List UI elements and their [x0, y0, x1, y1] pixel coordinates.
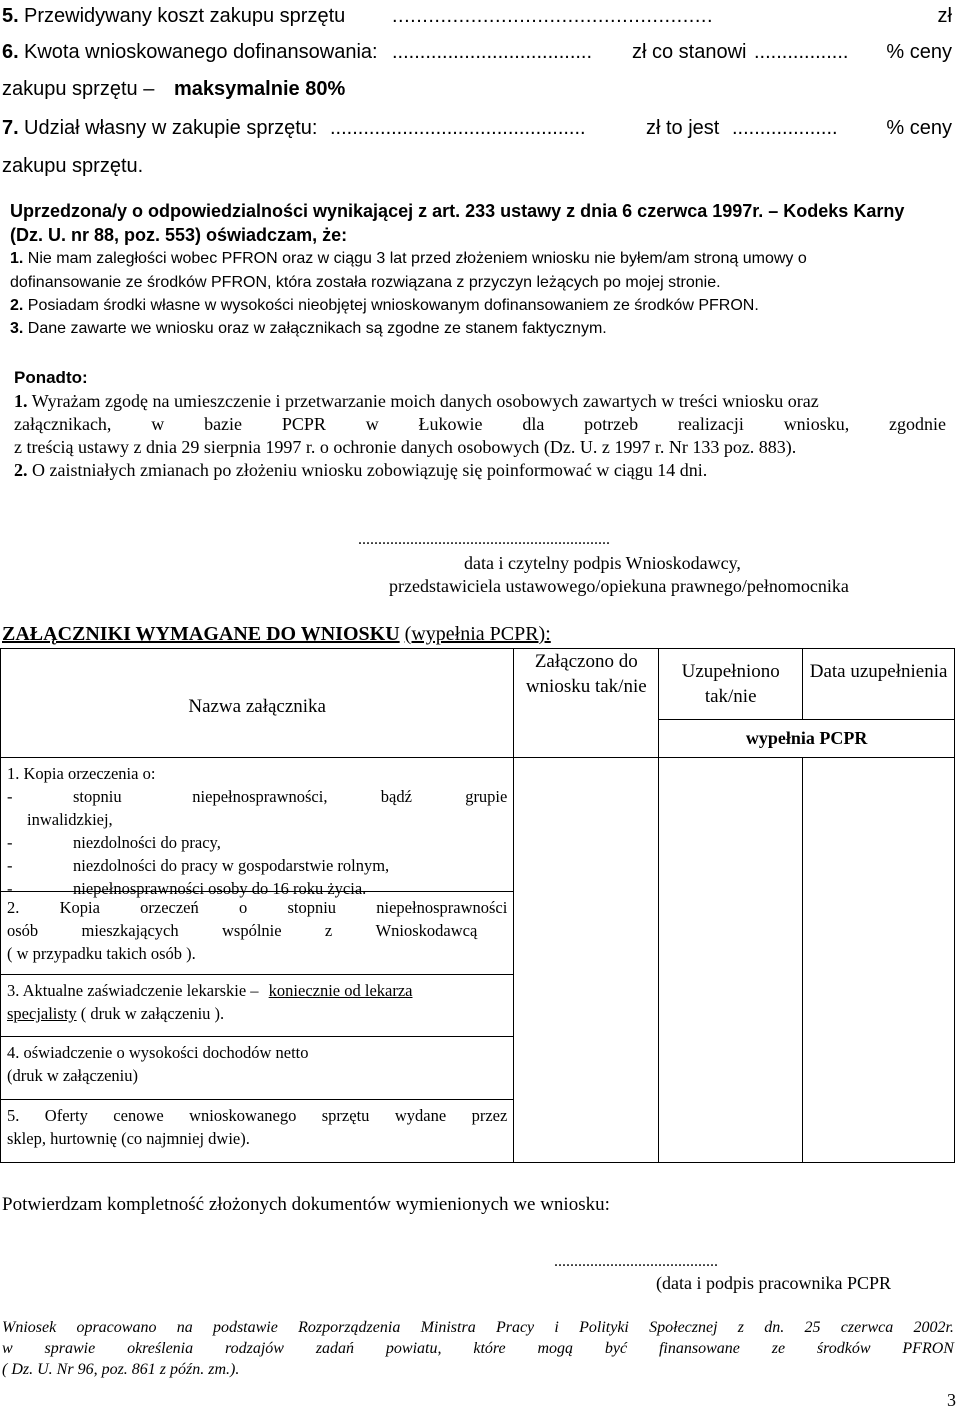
item-7-dots: ..............................................	[330, 117, 586, 139]
footer-word: PFRON	[902, 1340, 954, 1357]
col-name: Nazwa załącznika	[188, 695, 326, 717]
col-date: Data uzupełnienia	[809, 661, 948, 682]
attachment-5	[1, 1100, 513, 1162]
attachment-2-line-2	[7, 919, 507, 942]
header-pcpr-cell	[659, 649, 955, 758]
footer-word: 25	[804, 1319, 821, 1336]
signature-1-dots: ...............................................................	[358, 531, 610, 548]
item-7-mid: zł to jest	[646, 117, 720, 139]
col-attached: Załączono do wniosku tak/nie	[525, 651, 647, 697]
item-6-label: Kwota wnioskowanego dofinansowania:	[24, 41, 378, 63]
footer-word: opracowano	[76, 1319, 157, 1336]
attachment-2-word: stopniu	[287, 898, 337, 917]
attachments-list-cell	[1, 758, 514, 1163]
attachment-1-option-4: niepełnosprawności osoby do 16 roku życia.	[73, 879, 367, 898]
item-6-line2a: zakupu sprzętu –	[2, 78, 155, 100]
attachments-title-note: (wypełnia PCPR):	[404, 623, 551, 645]
attachment-3-text: 3. Aktualne zaświadczenie lekarskie –	[7, 981, 259, 1000]
attachments-header-row	[1, 649, 955, 758]
attachment-3-line-1	[7, 979, 507, 1002]
ponadto-p1-word: PCPR	[281, 414, 326, 434]
signature-2-dots: .........................................	[554, 1253, 718, 1270]
ponadto-p1-number: 1.	[14, 391, 28, 411]
declaration-p3-text: Dane zawarte we wniosku oraz w załącznikach są zgodne ze stanem faktycznym.	[27, 320, 607, 337]
dash-mark: -	[7, 856, 13, 875]
declaration-p1-cont: dofinansowanie ze środków PFRON, która została rozwiązana z przyczyn leżących po mojej stronie.	[10, 274, 721, 291]
attachment-1	[1, 758, 513, 898]
attached-column-cell[interactable]	[514, 758, 659, 1163]
attachment-2-word: Wnioskodawcą	[375, 921, 478, 940]
attachment-3	[1, 975, 513, 1037]
item-7-percent: % ceny	[886, 117, 952, 139]
ponadto-p2-text: O zaistniałych zmianach po złożeniu wniosku zobowiązuję się poinformować w ciągu 14 dni.	[32, 460, 708, 480]
attachment-5-word: wnioskowanego	[189, 1106, 297, 1125]
attachment-1-option-1-word: bądź	[380, 787, 412, 806]
ponadto-p1-word: potrzeb	[584, 414, 639, 434]
ponadto-p1-word: dla	[522, 414, 545, 434]
footer-line-3: ( Dz. U. Nr 96, poz. 861 z późn. zm.).	[2, 1361, 240, 1378]
footer-word: mogą	[537, 1340, 574, 1357]
declaration-p2-number: 2.	[10, 297, 24, 314]
attachment-3-underlined: koniecznie od lekarza	[268, 981, 413, 1000]
item-5-label: Przewidywany koszt zakupu sprzętu	[24, 5, 346, 27]
attachment-2-word: mieszkających	[81, 921, 179, 940]
attachments-table	[0, 648, 955, 1163]
declaration-intro-1: Uprzedzona/y o odpowiedzialności wynikającej z art. 233 ustawy z dnia 6 czerwca 1997r. – Kodeks Karny	[10, 201, 905, 221]
attachment-2-word: orzeczeń	[140, 898, 199, 917]
attachment-5-word: wydane	[394, 1106, 447, 1125]
ponadto-p1-word: Łukowie	[418, 414, 483, 434]
attachment-2-word: osób	[7, 921, 39, 940]
item-6-max: maksymalnie 80%	[174, 78, 346, 100]
attachment-5-word: 5.	[7, 1106, 20, 1125]
attachment-1-option-3: niezdolności do pracy w gospodarstwie rolnym,	[73, 856, 390, 875]
footer-word: Społecznej	[649, 1319, 718, 1336]
declaration-p1	[10, 248, 956, 270]
declaration-p3	[10, 318, 956, 340]
page-number: 3	[947, 1390, 956, 1410]
footer-word: sprawie	[44, 1340, 96, 1357]
item-6-percent: % ceny	[886, 41, 952, 63]
attachment-5-word: przez	[471, 1106, 508, 1125]
ponadto-p1-word: w	[365, 414, 379, 434]
attachment-1-head: 1. Kopia orzeczenia o:	[7, 764, 156, 783]
declaration-p3-number: 3.	[10, 320, 24, 337]
footer-word: Wniosek	[2, 1319, 57, 1336]
attachment-3-underlined-2: specjalisty	[7, 1004, 77, 1023]
attachment-2-word: Kopia	[59, 898, 100, 917]
ponadto-p1-justified-line	[14, 413, 946, 435]
attachment-4-line-1: 4. oświadczenie o wysokości dochodów netto	[7, 1043, 309, 1062]
ponadto-p1-word: wniosku,	[783, 414, 850, 434]
footer-word: finansowane	[658, 1340, 740, 1357]
attachment-1-option-2: niezdolności do pracy,	[73, 833, 221, 852]
item-6-mid: zł co stanowi	[632, 41, 747, 63]
footer-word: zadań	[315, 1340, 355, 1357]
footer-word: i	[554, 1319, 559, 1336]
attachment-1-option-1-word: stopniu	[73, 787, 122, 806]
attachment-1-option-1-cont: inwalidzkiej,	[27, 810, 113, 829]
footer-word: które	[473, 1340, 506, 1357]
attachment-3-line-2	[7, 1002, 507, 1025]
attachment-1-dash-2	[7, 831, 507, 854]
declaration-p1-text: Nie mam zaległości wobec PFRON oraz w ciągu 3 lat przed złożeniem wniosku nie byłem/am stroną umowy o	[27, 250, 807, 267]
attachment-2-word: wspólnie	[221, 921, 282, 940]
ponadto-title: Ponadto:	[14, 368, 88, 387]
attachment-2-word: niepełnosprawności	[376, 898, 508, 917]
footer-word: w	[2, 1340, 13, 1357]
signature-2-line: (data i podpis pracownika PCPR	[656, 1273, 891, 1293]
attachment-3-text-2: ( druk w załączeniu ).	[80, 1004, 225, 1023]
item-5-dots: .....................................................	[392, 5, 714, 27]
item-7-dots2: ...................	[732, 117, 838, 139]
attachment-1-option-1	[73, 785, 507, 808]
ponadto-p1-word: realizacji	[677, 414, 744, 434]
ponadto-p1-word: w	[151, 414, 165, 434]
ponadto-p1-cont: z treścią ustawy z dnia 29 sierpnia 1997 r. o ochronie danych osobowych (Dz. U. z 1997 r. Nr 133 poz. 883).	[14, 437, 797, 457]
attachment-1-dash-1	[7, 785, 507, 808]
footer-word: Pracy	[495, 1319, 535, 1336]
attachment-5-line-1	[7, 1104, 507, 1127]
footer-word: powiatu,	[385, 1340, 442, 1357]
footer-word: środków	[816, 1340, 871, 1357]
date-column-cell[interactable]	[803, 758, 955, 1163]
attachment-1-dash-3	[7, 854, 507, 877]
declaration-intro-2: (Dz. U. nr 88, poz. 553) oświadczam, że:	[10, 225, 348, 245]
signature-1-line1: data i czytelny podpis Wnioskodawcy,	[464, 553, 741, 573]
ponadto-p2	[14, 459, 956, 481]
ponadto-p1-text: Wyrażam zgodę na umieszczenie i przetwarzanie moich danych osobowych zawartych w treści wniosku oraz	[31, 391, 819, 411]
confirm-text: Potwierdzam kompletność złożonych dokumentów wymienionych we wniosku:	[2, 1194, 610, 1215]
item-5-number: 5.	[2, 5, 19, 27]
attachment-5-word: cenowe	[113, 1106, 164, 1125]
fill-note: wypełnia PCPR	[745, 728, 868, 748]
dash-mark: -	[7, 833, 13, 852]
footer-word: czerwca	[840, 1319, 894, 1336]
ponadto-p1	[14, 390, 956, 412]
dash-mark: -	[7, 879, 13, 898]
dash-mark: -	[7, 787, 13, 806]
declaration-p1-number: 1.	[10, 250, 24, 267]
declaration-p2-text: Posiadam środki własne w wysokości nieobjętej wnioskowanym dofinansowaniem ze środków PFRON.	[27, 297, 759, 314]
declaration-p2	[10, 295, 956, 317]
attachment-5-word: Oferty	[44, 1106, 88, 1125]
attachment-2-word: 2.	[7, 898, 20, 917]
footer-word: określenia	[127, 1340, 194, 1357]
attachment-2-word: z	[324, 921, 333, 940]
footer-word: 2002r.	[913, 1319, 954, 1336]
footer-word: podstawie	[212, 1319, 278, 1336]
attachment-5-line-2: sklep, hurtownię (co najmniej dwie).	[7, 1129, 250, 1148]
attachment-2	[1, 892, 513, 975]
attachment-1-option-1-word: niepełnosprawności,	[192, 787, 328, 806]
attachment-2-line-3: ( w przypadku takich osób ).	[7, 944, 196, 963]
ponadto-p1-word: zgodnie	[889, 414, 946, 434]
attachments-title-main: ZAŁĄCZNIKI WYMAGANE DO WNIOSKU	[2, 623, 400, 645]
header-name-cell	[1, 649, 514, 758]
footer-line-2	[2, 1338, 954, 1359]
completed-column-cell[interactable]	[659, 758, 803, 1163]
attachments-title	[2, 622, 956, 646]
col-completed: Uzupełniono tak/nie	[659, 649, 803, 719]
item-7-line2: zakupu sprzętu.	[2, 155, 144, 177]
footer-word: dn.	[764, 1319, 785, 1336]
footer-word: Ministra	[420, 1319, 476, 1336]
footer-word: z	[737, 1319, 745, 1336]
signature-1-line2: przedstawiciela ustawowego/opiekuna prawnego/pełnomocnika	[389, 576, 849, 596]
attachment-4	[1, 1037, 513, 1100]
footer-word: na	[176, 1319, 193, 1336]
ponadto-p1-word: bazie	[204, 414, 243, 434]
item-6-dots: ....................................	[392, 41, 593, 63]
attachment-4-line-2: (druk w załączeniu)	[7, 1066, 139, 1085]
footer-line-1	[2, 1317, 954, 1338]
footer-word: ze	[771, 1340, 786, 1357]
footer-word: Rozporządzenia	[298, 1319, 401, 1336]
footer-word: Polityki	[579, 1319, 629, 1336]
footer-word: być	[604, 1340, 628, 1357]
ponadto-p1-word: załącznikach,	[14, 414, 112, 434]
item-7-label: Udział własny w zakupie sprzętu:	[24, 117, 318, 139]
item-6-dots2: .................	[754, 41, 849, 63]
attachments-body-row	[1, 758, 955, 1163]
footer-word: rodzajów	[224, 1340, 284, 1357]
item-5-unit: zł	[937, 5, 952, 27]
ponadto-p2-number: 2.	[14, 460, 28, 480]
attachment-1-option-1-word: grupie	[465, 787, 508, 806]
attachment-5-word: sprzętu	[321, 1106, 370, 1125]
item-6-number: 6.	[2, 41, 19, 63]
attachment-2-word: o	[238, 898, 248, 917]
item-7-number: 7.	[2, 117, 19, 139]
header-attached-cell	[514, 649, 659, 758]
